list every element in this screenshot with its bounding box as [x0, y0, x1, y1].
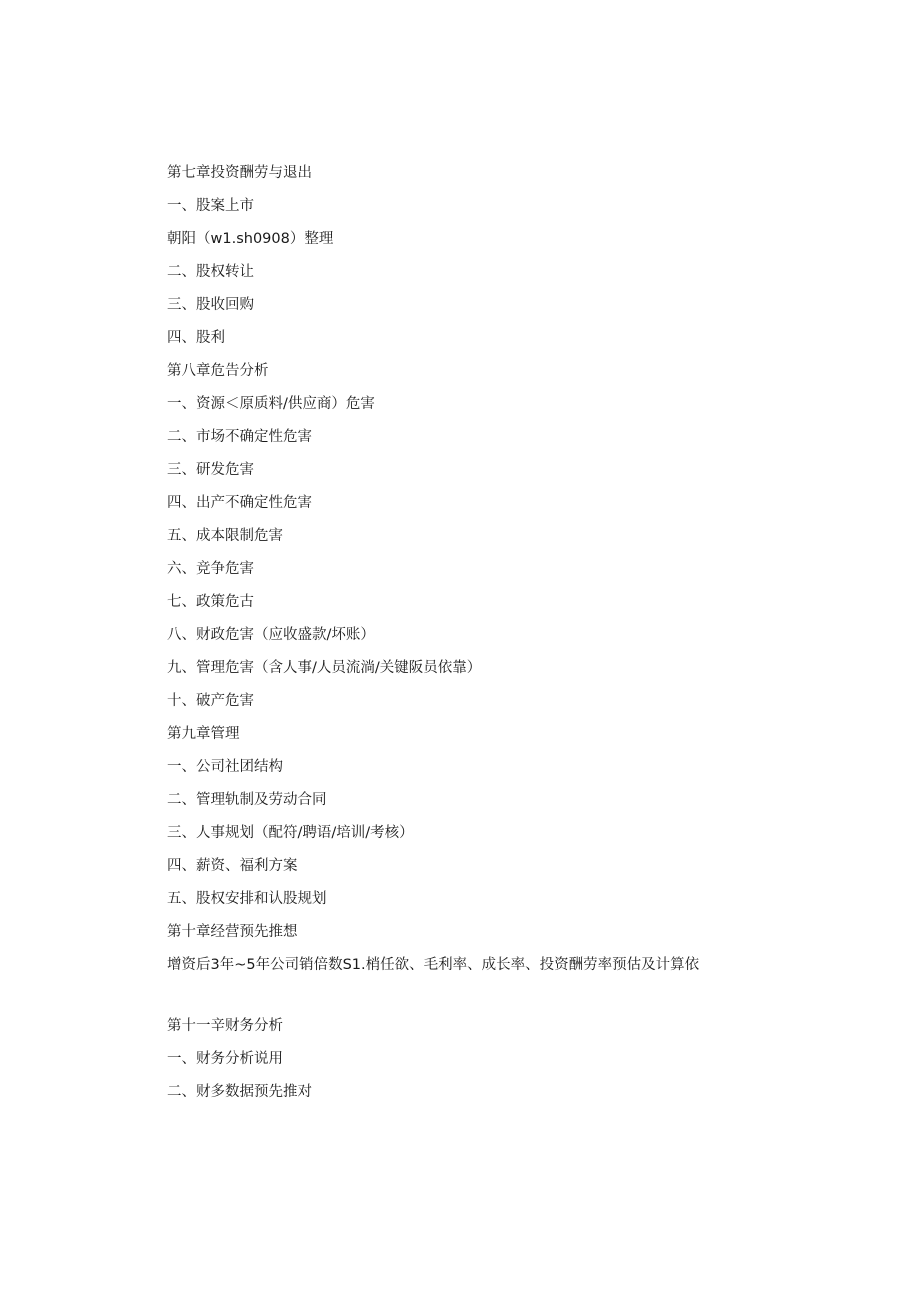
list-item: 四、薪资、福利方案 [167, 858, 298, 874]
document-body [167, 161, 867, 1113]
chapter-7-heading: 第七章投资酬劳与退出 [167, 165, 312, 181]
chapter-8-heading: 第八章危告分析 [167, 363, 269, 379]
list-item: 五、股权安排和认股规划 [167, 891, 327, 907]
list-item: 七、政策危古 [167, 594, 254, 610]
list-item: 三、研发危害 [167, 462, 254, 478]
list-item: 二、市场不确定性危害 [167, 429, 312, 445]
list-item: 四、出产不确定性危害 [167, 495, 312, 511]
list-item: 四、股利 [167, 330, 225, 346]
list-item: 一、财务分析说用 [167, 1051, 283, 1067]
list-item: 三、股收回购 [167, 297, 254, 313]
body-paragraph: 增资后3年~5年公司销倍数S1.梢任欲、毛利率、成长率、投资酬劳率预估及计算依 [167, 957, 700, 973]
list-item: 五、成本限制危害 [167, 528, 283, 544]
source-note: 朝阳（w1.sh0908）整理 [167, 231, 334, 247]
list-item: 二、股权转让 [167, 264, 254, 280]
list-item: 六、竞争危害 [167, 561, 254, 577]
list-item: 九、管理危害（含人事/人员流淌/关键阪员依靠） [167, 660, 482, 676]
chapter-11-heading: 第十一辛财务分析 [167, 1018, 283, 1034]
list-item: 一、公司社团结构 [167, 759, 283, 775]
list-item: 三、人事规划（配符/聘语/培训/考核） [167, 825, 414, 841]
list-item: 八、财政危害（应收盛款/坏账） [167, 627, 375, 643]
list-item: 一、资源＜原质料/供应商）危害 [167, 396, 375, 412]
chapter-9-heading: 第九章管理 [167, 726, 240, 742]
list-item: 二、管理轨制及劳动合同 [167, 792, 327, 808]
list-item: 一、股案上市 [167, 198, 254, 214]
chapter-10-heading: 第十章经营预先推想 [167, 924, 298, 940]
list-item: 十、破产危害 [167, 693, 254, 709]
list-item: 二、财多数据预先推对 [167, 1084, 312, 1100]
